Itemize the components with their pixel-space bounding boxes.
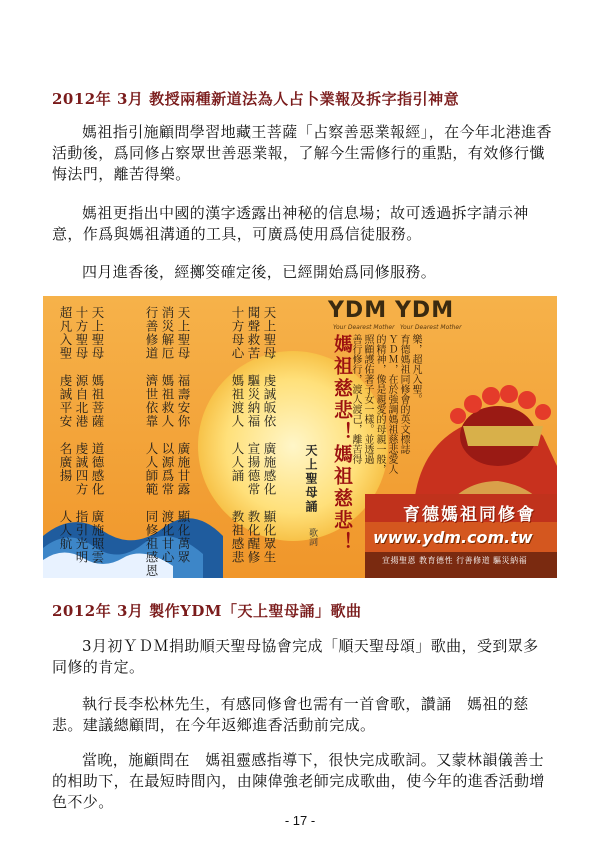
slogan-mazu-compassion-2: 媽祖慈悲！: [331, 444, 353, 554]
ydm-logo-left: YDM: [328, 298, 388, 323]
poem-column: 人人誦: [230, 442, 245, 483]
slogan-mazu-compassion-1: 媽祖慈悲！: [331, 334, 353, 444]
ydm-logo-left-subtitle: Your Dearest Mother: [333, 324, 395, 331]
poem-column: 十方母心: [230, 306, 245, 360]
poem-column: 源自北港: [74, 374, 89, 428]
poem-column: 以源爲常: [160, 442, 175, 496]
poem-column: 行善修道: [144, 306, 159, 360]
ydm-logo-right-subtitle: Your Dearest Mother: [400, 324, 462, 331]
poem-column: 虔誠四方: [74, 442, 89, 496]
section2-paragraph-3: 當晚，施顧問在 媽祖靈感指導下，很快完成歌詞。又蒙林韻儀善士的相助下，在最短時間內，由陳偉強老師完成歌曲，使今年的進香活動增色不少。: [52, 751, 545, 811]
poem-column: 人人師範: [144, 442, 159, 496]
poem-column: 天上聖母: [90, 306, 105, 360]
poem-column: 消災解厄: [160, 306, 175, 360]
poem-column: 同修祖感恩: [144, 510, 159, 578]
poem-column: 宣揚德常: [246, 442, 261, 496]
poem-column: 媽祖菩薩: [90, 374, 105, 428]
poem-column: 渡化甘心: [160, 510, 175, 564]
poem-column: 教祖感悲: [230, 510, 245, 564]
ydm-banner: [43, 296, 557, 578]
poem-column: 濟世依靠: [144, 374, 159, 428]
section2-paragraph-1: 3月初ＹＤＭ捐助順天聖母協會完成「順天聖母頌」歌曲，受到眾多同修的肯定。: [52, 637, 539, 676]
poem-column: 十方聖母: [74, 306, 89, 360]
poem-column: 天上聖母: [262, 306, 277, 360]
section1-paragraph-1: 媽祖指引施顧問學習地藏王菩薩「占察善惡業報經」，在今年北港進香活動後，爲同修占察眾世善惡業報，了解今生需修行的重點，有效修行懺悔法門，離苦得樂。: [52, 123, 552, 183]
section2-heading: 2012年 3月 製作YDM「天上聖母誦」歌曲: [52, 602, 362, 620]
poem-column: 福壽安你: [176, 374, 191, 428]
poem-column: 廣施甘露: [176, 442, 191, 496]
poem-column: 聞聲救苦: [246, 306, 261, 360]
org-slogan: 宣揚聖恩 教育德性 行善修道 驅災納福: [382, 556, 528, 565]
poem-column: 人人航: [58, 510, 73, 551]
page-number: - 17 -: [284, 813, 316, 828]
section1-paragraph-2: 媽祖更指出中國的漢字透露出神秘的信息場；故可透過拆字請示神意，作爲與媽祖溝通的工具，可廣爲使用爲信徒服務。: [52, 204, 529, 243]
poem-column: 驅災納福: [246, 374, 261, 428]
info-column: 善行修行，渡人渡己，離苦得: [350, 334, 361, 464]
org-url: www.ydm.com.tw: [373, 528, 533, 547]
poem-column: 媽祖救人: [160, 374, 175, 428]
info-column: 照顧護佑著子女一樣。並透過: [362, 334, 373, 464]
poem-column: 虔誠平安: [58, 374, 73, 428]
info-column: 樂，超凡入聖。: [410, 334, 421, 404]
poem-column: 媽祖渡人: [230, 374, 245, 428]
section2-paragraph-2: 執行長李松林先生，有感同修會也需有一首會歌，讚誦 媽祖的慈悲。建議總顧問，在今年返鄉進香活動前完成。: [52, 695, 529, 734]
poem-column: 廣施照雲: [90, 510, 105, 564]
org-name: 育德媽祖同修會: [403, 505, 536, 525]
ydm-logo-right: YDM: [395, 298, 455, 323]
poem-column: 教化醒修: [246, 510, 261, 564]
section1-heading: 2012年 3月 教授兩種新道法為人占卜業報及拆字指引神意: [52, 90, 460, 108]
poem-column: 顯化萬眾: [176, 510, 191, 564]
info-column: 育德媽祖同修會的英文標誌: [398, 334, 409, 454]
poem-column: 超凡入聖: [58, 306, 73, 360]
info-column: ＹＤＭ，在於強調媽祖慈悲愛人: [386, 334, 397, 474]
poem-column: 指引光明: [74, 510, 89, 564]
poem-column: 廣施感化: [262, 442, 277, 496]
section1-paragraph-3: 四月進香後，經擲筊確定後，已經開始爲同修服務。: [82, 263, 437, 281]
poem-column: 顯化眾生: [262, 510, 277, 564]
song-note: 歌詞: [307, 528, 317, 546]
info-column: 的精神，像是親愛的母親一般，: [374, 334, 385, 474]
poem-column: 天上聖母: [176, 306, 191, 360]
poem-column: 道德感化: [90, 442, 105, 496]
poem-column: 名廣揚: [58, 442, 73, 483]
song-title: 天上聖母誦: [304, 444, 318, 514]
poem-column: 虔誠皈依: [262, 374, 277, 428]
